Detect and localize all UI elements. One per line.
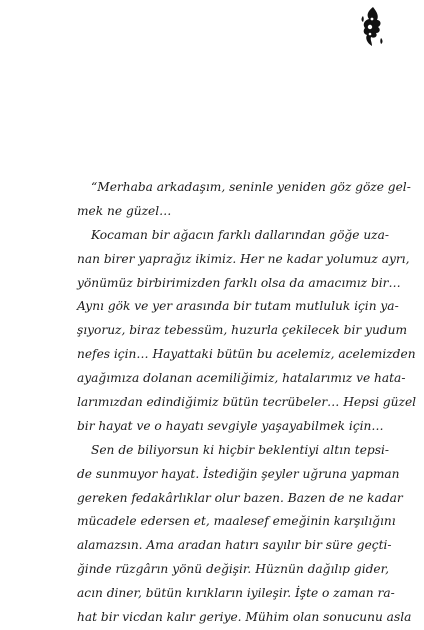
body-text	[77, 176, 417, 630]
text-line: larımızdan edindiğimiz bütün tecrübeler… Hepsi güzel	[77, 395, 417, 410]
text-line: nefes için… Hayattaki bütün bu acelemiz, acelemizden	[77, 347, 416, 362]
text-line: Aynı gök ve yer arasında bir tutam mutluluk için ya-	[77, 299, 399, 314]
text-line: hat bir vicdan kalır geriye. Mühim olan sonucunu asla	[77, 610, 412, 625]
text-line: mek ne güzel…	[77, 203, 172, 218]
text-line: gereken fedakârlıklar olur bazen. Bazen de ne kadar	[77, 490, 403, 505]
text-line: de sunmuyor hayat. İstediğin şeyler uğruna yapman	[77, 466, 400, 481]
text-line: acın diner, bütün kırıkların iyileşir. İşte o zaman ra-	[77, 586, 395, 601]
text-line: Kocaman bir ağacın farklı dallarından göğe uza-	[91, 227, 389, 242]
text-line: Sen de biliyorsun ki hiçbir beklentiyi altın tepsi-	[91, 442, 389, 457]
decorative-flourish-icon	[357, 6, 387, 48]
text-line: yönümüz birbirimizden farklı olsa da amacımız bir…	[77, 275, 401, 290]
text-line: nan birer yaprağız ikimiz. Her ne kadar yolumuz ayrı,	[77, 251, 410, 266]
text-line: ğinde rüzgârın yönü değişir. Hüznün dağılıp gider,	[77, 562, 389, 577]
text-line: ayağımıza dolanan acemiliğimiz, hatalarımız ve hata-	[77, 371, 406, 386]
text-line: alamazsın. Ama aradan hatırı sayılır bir süre geçti-	[77, 538, 392, 553]
text-line: bir hayat ve o hayatı sevgiyle yaşayabilmek için…	[77, 418, 384, 433]
text-line: şıyoruz, biraz tebessüm, huzurla çekilecek bir yudum	[77, 323, 407, 338]
text-line: mücadele edersen et, maalesef emeğinin karşılığını	[77, 514, 396, 529]
text-line: “Merhaba arkadaşım, seninle yeniden göz göze gel-	[91, 180, 411, 194]
